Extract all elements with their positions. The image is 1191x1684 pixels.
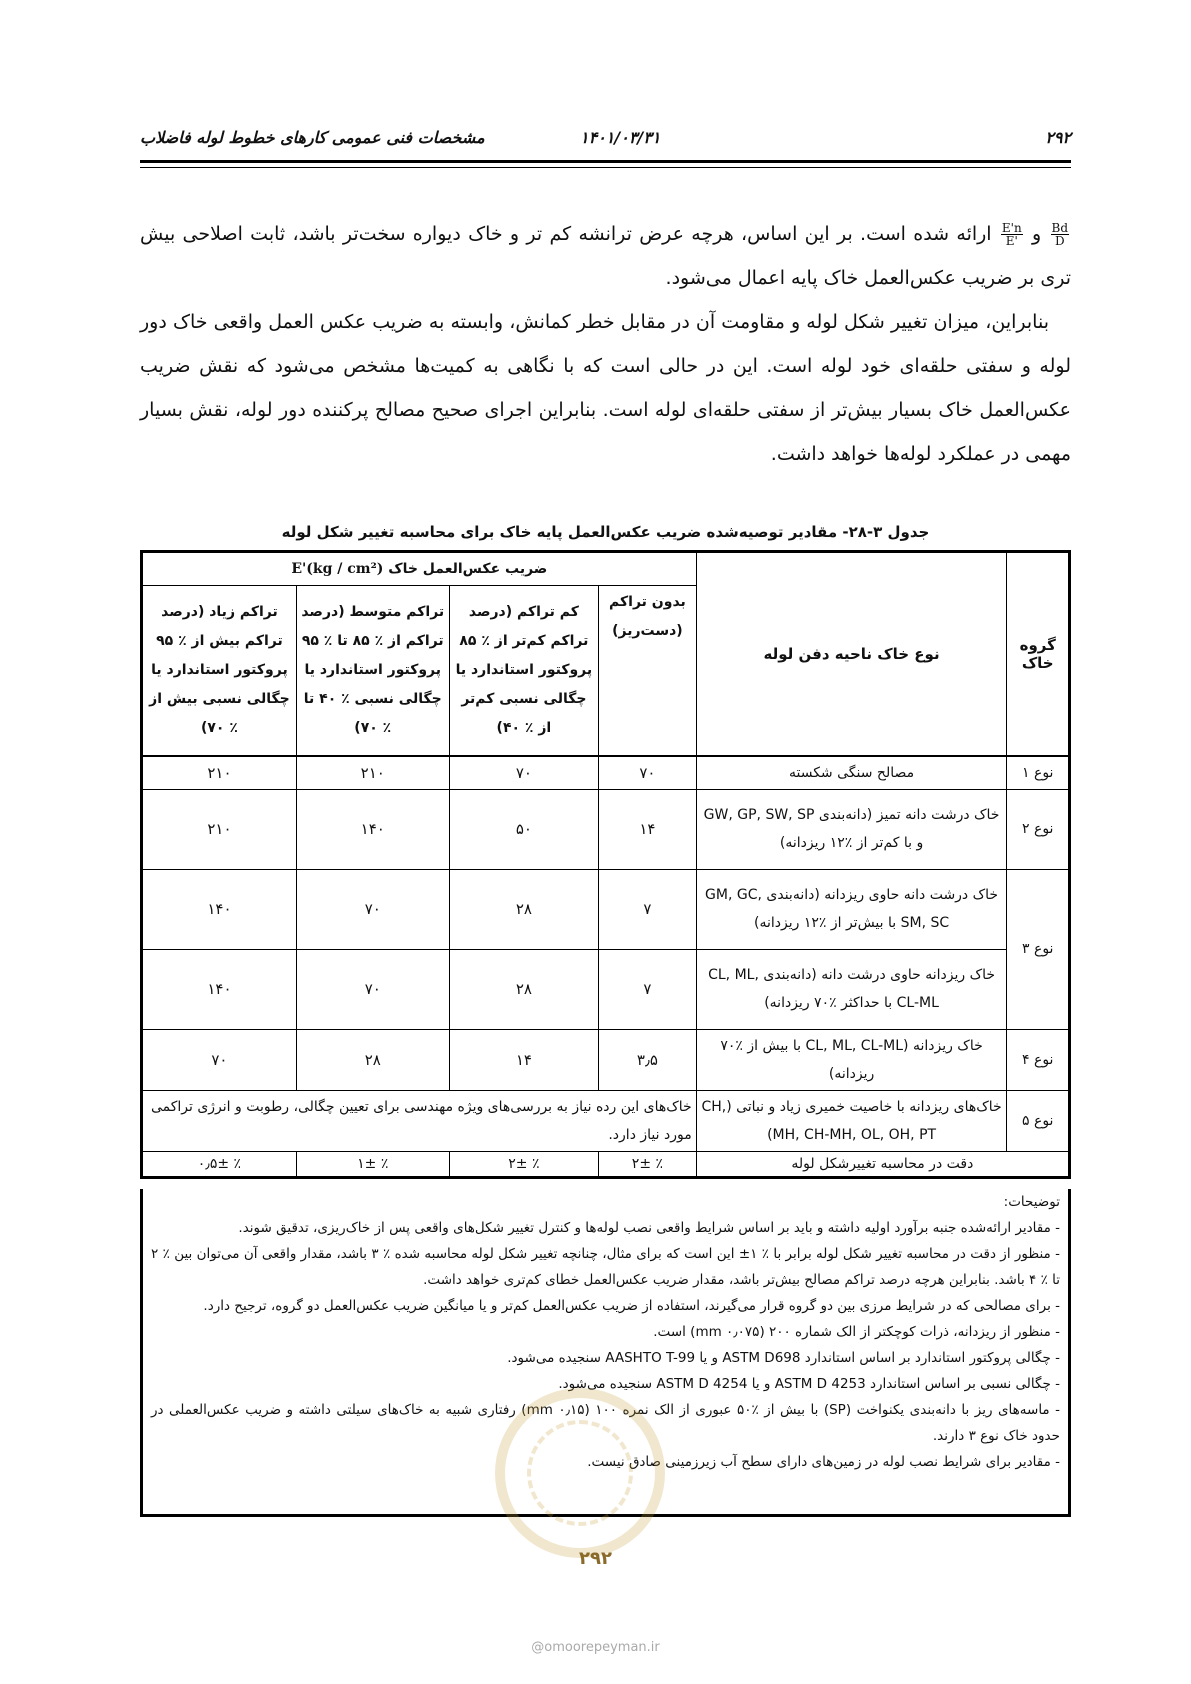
table-row: خاک ریزدانه حاوی درشت دانه (دانه‌بندی CL, ML, CL-ML با حداکثر ٪۷۰ ریزدانه) ۷ ۲۸ ۷۰ ۱۴۰ [142, 949, 1070, 1029]
note-item: - مقادیر ارائه‌شده جنبه برآورد اولیه داشته و باید بر اساس شرایط واقعی نصب لوله‌ها و کنترل تغییر شکل‌های واقعی پس از خاک‌ریزی، تدقیق شوند. [238, 1220, 1060, 1236]
table-row: نوع ۵ خاک‌های ریزدانه با خاصیت خمیری زیاد و نباتی (CH, MH, CH-MH, OL, OH, PT) خاک‌های این رده نیاز به بررسی‌های ویژه مهندسی برای تعیین چگالی، رطوبت و انرژی تراکمی مورد نیاز دارد. [142, 1090, 1070, 1151]
conj: و [1032, 223, 1042, 245]
note-item: - چگالی پروکتور استاندارد بر اساس استاندارد ASTM D698 و یا AASHTO T-99 سنجیده می‌شود. [507, 1350, 1060, 1366]
note-item: - ماسه‌های ریز با دانه‌بندی یکنواخت (SP) با بیش از ٪۵۰ عبوری از الک نمره ۱۰۰ (۰٫۱۵ mm) رفتاری شبیه به خاک‌های سیلتی داشته و ضریب عکس‌العملی در حدود خاک نوع ۳ دارند. [151, 1402, 1061, 1444]
note-item: - منظور از ریزدانه، ذرات کوچکتر از الک شماره ۲۰۰ (۰٫۰۷۵ mm) است. [653, 1324, 1060, 1340]
note-item: - مقادیر برای شرایط نصب لوله در زمین‌های دارای سطح آب زیرزمینی صادق نیست. [587, 1454, 1060, 1470]
subcol-3: تراکم زیاد (درصد تراکم بیش از ٪ ۹۵ پروکتور استاندارد یا چگالی نسبی بیش از ٪ ۷۰) [142, 586, 297, 756]
soil-coefficient-table [140, 550, 1071, 1179]
table-row: نوع ۱ مصالح سنگی شکسته ۷۰ ۷۰ ۲۱۰ ۲۱۰ [142, 756, 1070, 790]
note-item: - چگالی نسبی بر اساس استاندارد ASTM D 4253 و یا ASTM D 4254 سنجیده می‌شود. [558, 1376, 1060, 1392]
col-soil: نوع خاک ناحیه دفن لوله [696, 552, 1007, 756]
header-date: ۱۴۰۱/۰۳/۳۱ [580, 128, 661, 147]
footer-url: @omoorepeyman.ir [531, 1640, 660, 1655]
paragraph-2: بنابراین، میزان تغییر شکل لوله و مقاومت آن در مقابل خطر کمانش، وابسته به ضریب عکس العمل واقعی خاک دور لوله و سفتی حلقه‌ای خود لوله است. این در حالی است که با نگاهی به کمیت‌ها مشخص می‌شود که نقش ضریب عکس‌العمل خاک بسیار بیش‌تر از سفتی حلقه‌ای لوله است. بنابراین اجرای صحیح مصالح پرکننده دور لوله، نقش بسیار مهمی در عملکرد لوله‌ها خواهد داشت. [140, 311, 1071, 465]
watermark-seal [495, 1388, 665, 1558]
header-page-number: ۲۹۲ [1045, 128, 1071, 147]
page-header [140, 128, 1071, 150]
fraction-en-e: $\frac{E'n}{E'}$ [1001, 221, 1022, 248]
paragraph-1-text: ارائه شده است. بر این اساس، هرچه عرض ترانشه کم تر و خاک دیواره سخت‌تر باشد، ثابت اصلاحی بیش تری [140, 223, 1071, 289]
col-group: گروه خاک [1007, 552, 1070, 756]
subcol-0: بدون تراکم (دست‌ریز) [599, 586, 697, 756]
table-row: نوع ۳ خاک درشت دانه حاوی ریزدانه (دانه‌بندی GM, GC, SM, SC با بیش‌تر از ٪۱۲ ریزدانه) ۷ ۲۸ ۷۰ ۱۴۰ [142, 869, 1070, 949]
paragraph-1-end: بر ضریب عکس‌العمل خاک پایه اعمال می‌شود. [665, 267, 1035, 289]
table-caption: جدول ۳-۲۸- مقادیر توصیه‌شده ضریب عکس‌العمل پایه خاک برای محاسبه تغییر شکل لوله [281, 523, 930, 541]
subcol-1: کم تراکم (درصد تراکم کم‌تر از ٪ ۸۵ پروکتور استاندارد یا چگالی نسبی کم‌تر از ٪ ۴۰) [449, 586, 599, 756]
footer-page-number: ۲۹۲ [579, 1548, 612, 1569]
note-item: - برای مصالحی که در شرایط مرزی بین دو گروه قرار می‌گیرند، استفاده از ضریب عکس‌العمل کم‌تر و یا میانگین ضریب عکس‌العمل دو گروه، ترجیح دارد. [203, 1298, 1060, 1314]
header-title: مشخصات فنی عمومی کارهای خطوط لوله فاضلاب [140, 128, 485, 147]
notes-title: توضیحات: [1003, 1194, 1060, 1210]
accuracy-row: دقت در محاسبه تغییرشکل لوله ٪ ۲± ٪ ۲± ٪ ۱± ٪ ۰٫۵± [142, 1151, 1070, 1177]
subcol-2: تراکم متوسط (درصد تراکم از ٪ ۸۵ تا ٪ ۹۵ پروکتور استاندارد یا چگالی نسبی ٪ ۴۰ تا ٪ ۷۰) [296, 586, 449, 756]
header-rule-thin [140, 167, 1071, 168]
table-row: نوع ۴ خاک ریزدانه (CL, ML, CL-ML با بیش از ٪۷۰ ریزدانه) ۳٫۵ ۱۴ ۲۸ ۷۰ [142, 1029, 1070, 1090]
table-row: نوع ۲ خاک درشت دانه تمیز (دانه‌بندی GW, GP, SW, SP و با کم‌تر از ٪۱۲ ریزدانه) ۱۴ ۵۰ ۱۴۰ ۲۱۰ [142, 789, 1070, 869]
col-coef: ضریب عکس‌العمل خاک E'(kg / cm²) [142, 552, 697, 586]
header-rule [140, 160, 1071, 163]
note-item: - منظور از دقت در محاسبه تغییر شکل لوله برابر با ٪ ۱± این است که برای مثال، چنانچه تغییر شکل لوله محاسبه شده ٪ ۳ باشد، مقدار واقعی آن می‌توان بین ٪ ۲ تا ٪ ۴ باشد. بنابراین هرچه درصد تراکم مصالح بیش‌تر باشد، مقدار ضریب عکس‌العمل خطای کم‌تری خواهد داشت. [151, 1246, 1060, 1288]
paragraph-1 [140, 212, 1071, 300]
fraction-bd-d: $\frac{Bd}{D}$ [1051, 221, 1069, 248]
body-text [140, 212, 1071, 476]
